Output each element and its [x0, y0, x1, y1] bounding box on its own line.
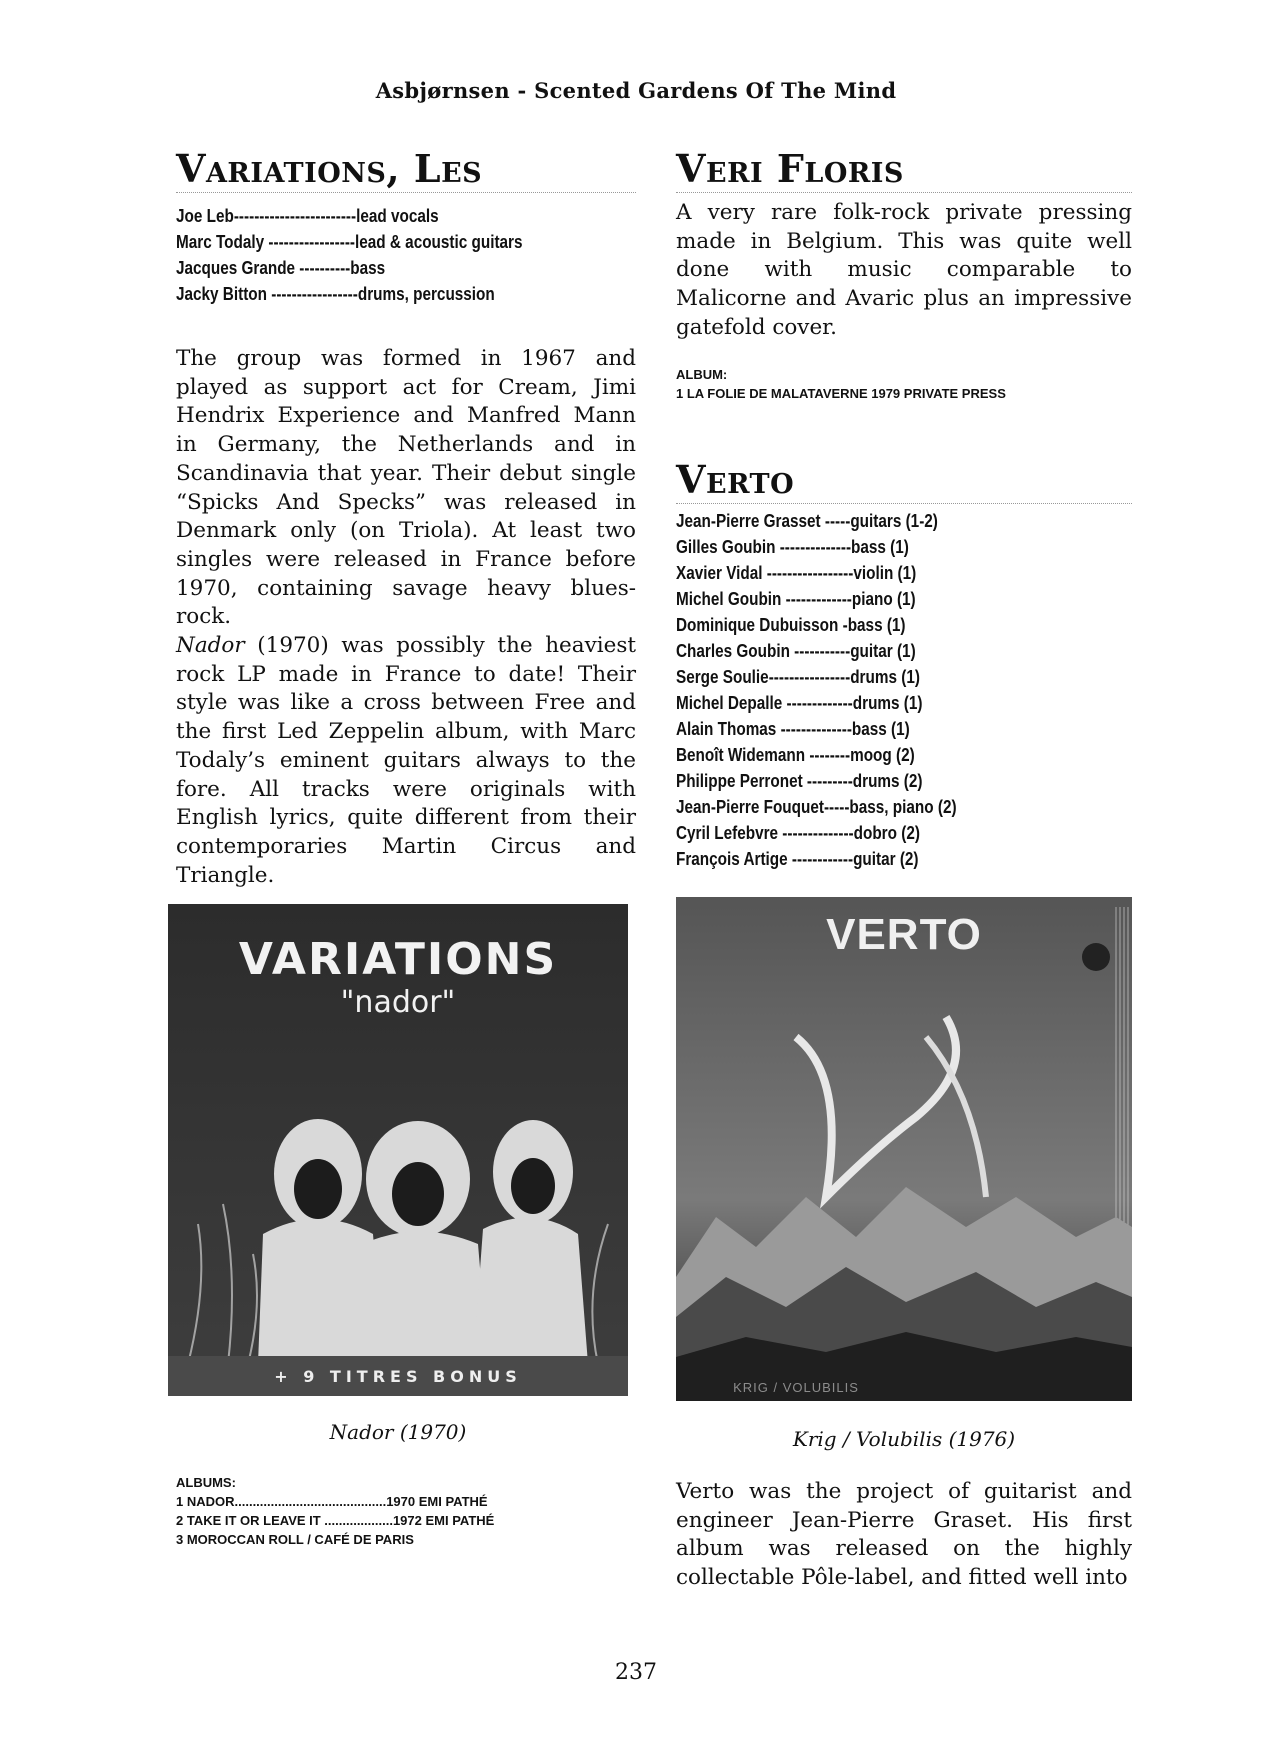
album-item: 1 NADOR..........................................1970 EMI PATHÉ	[176, 1494, 488, 1509]
cover-bonus-strip: + 9 TITRES BONUS	[274, 1367, 522, 1386]
lineup-item: Charles Goubin -----------guitar (1)	[676, 640, 916, 661]
album-item: 2 TAKE IT OR LEAVE IT ...................1972 EMI PATHÉ	[176, 1513, 495, 1528]
caption-krig-volubilis: Krig / Volubilis (1976)	[792, 1427, 1016, 1451]
band-title-verto: Verto	[676, 461, 1132, 504]
lineup-item: Xavier Vidal -----------------violin (1)	[676, 562, 917, 583]
lineup-item: Joe Leb------------------------lead vocals	[176, 206, 439, 226]
left-column	[176, 146, 636, 890]
album-cover-krig-volubilis	[676, 897, 1132, 1401]
lineup-item: Gilles Goubin --------------bass (1)	[676, 536, 909, 557]
album-cover-art	[676, 897, 1132, 1401]
cover-album-text: "nador"	[340, 985, 456, 1020]
caption-nador: Nador (1970)	[329, 1420, 467, 1444]
lineup-item: Cyril Lefebvre --------------dobro (2)	[676, 822, 920, 843]
lineup-item: Dominique Dubuisson -bass (1)	[676, 614, 906, 635]
album-heading: ALBUM:	[676, 366, 728, 382]
lineup-item: Marc Todaly -----------------lead & acoustic guitars	[176, 232, 523, 252]
running-head: Asbjørnsen - Scented Gardens Of The Mind	[375, 78, 897, 103]
album-veri-floris	[676, 365, 1132, 403]
right-column	[676, 146, 1132, 872]
albums-heading: ALBUMS:	[176, 1475, 236, 1490]
lineup-item: Benoît Widemann --------moog (2)	[676, 744, 915, 765]
album-cover-nador	[168, 904, 628, 1396]
lineup-item: Michel Goubin -------------piano (1)	[676, 588, 916, 609]
lineup-verto	[676, 508, 1135, 872]
cover-bottom-text: KRIG / VOLUBILIS	[733, 1380, 859, 1395]
page-number: 237	[615, 1660, 657, 1685]
lineup-item: Jacques Grande ----------bass	[176, 258, 386, 278]
lineup-item: Alain Thomas --------------bass (1)	[676, 718, 910, 739]
band-title-variations: Variations, Les	[176, 150, 636, 193]
band-title-veri-floris: Veri Floris	[676, 150, 1132, 193]
lineup-item: Jean-Pierre Fouquet-----bass, piano (2)	[676, 796, 957, 817]
lineup-variations	[176, 203, 635, 307]
lineup-item: Jacky Bitton -----------------drums, percussion	[176, 284, 495, 304]
album-item: 1 LA FOLIE DE MALATAVERNE 1979 PRIVATE PRESS	[676, 385, 1006, 401]
lineup-item: Michel Depalle -------------drums (1)	[676, 692, 923, 713]
cover-band-text: VERTO	[826, 910, 982, 959]
albums-list-variations	[176, 1473, 616, 1549]
album-item: 3 MOROCCAN ROLL / CAFÉ DE PARIS	[176, 1532, 414, 1547]
cover-band-text: VARIATIONS	[238, 934, 558, 985]
body-text-verto: Verto was the project of guitarist and engineer Jean-Pierre Graset. His first album was released on the highly collectable Pôle-label, and fitted well into	[676, 1479, 1132, 1591]
album-cover-art	[168, 904, 628, 1396]
body-text-variations: The group was formed in 1967 and played as support act for Cream, Jimi Hendrix Experience and Manfred Mann in Germany, the Netherlands and in Scandinavia that year. Their debut single “Spicks And Specks” was released in Denmark only (on Triola). At least two singles were released in France before 1970, containing savage heavy blues-rock. Nador (1970) was possibly the heaviest rock LP made in France to date! Their style was like a cross between Free and the first Led Zeppelin album, with Marc Todaly’s eminent guitars always to the fore. All tracks were originals with English lyrics, quite different from their contemporaries Martin Circus and Triangle.	[176, 346, 636, 888]
lineup-item: Philippe Perronet ---------drums (2)	[676, 770, 923, 791]
body-text-veri-floris: A very rare folk-rock private pressing made in Belgium. This was quite well done with music comparable to Malicorne and Avaric plus an impressive gatefold cover.	[676, 200, 1132, 340]
lineup-item: Jean-Pierre Grasset -----guitars (1-2)	[676, 510, 938, 531]
lineup-item: Serge Soulie----------------drums (1)	[676, 666, 920, 687]
lineup-item: François Artige ------------guitar (2)	[676, 848, 919, 869]
